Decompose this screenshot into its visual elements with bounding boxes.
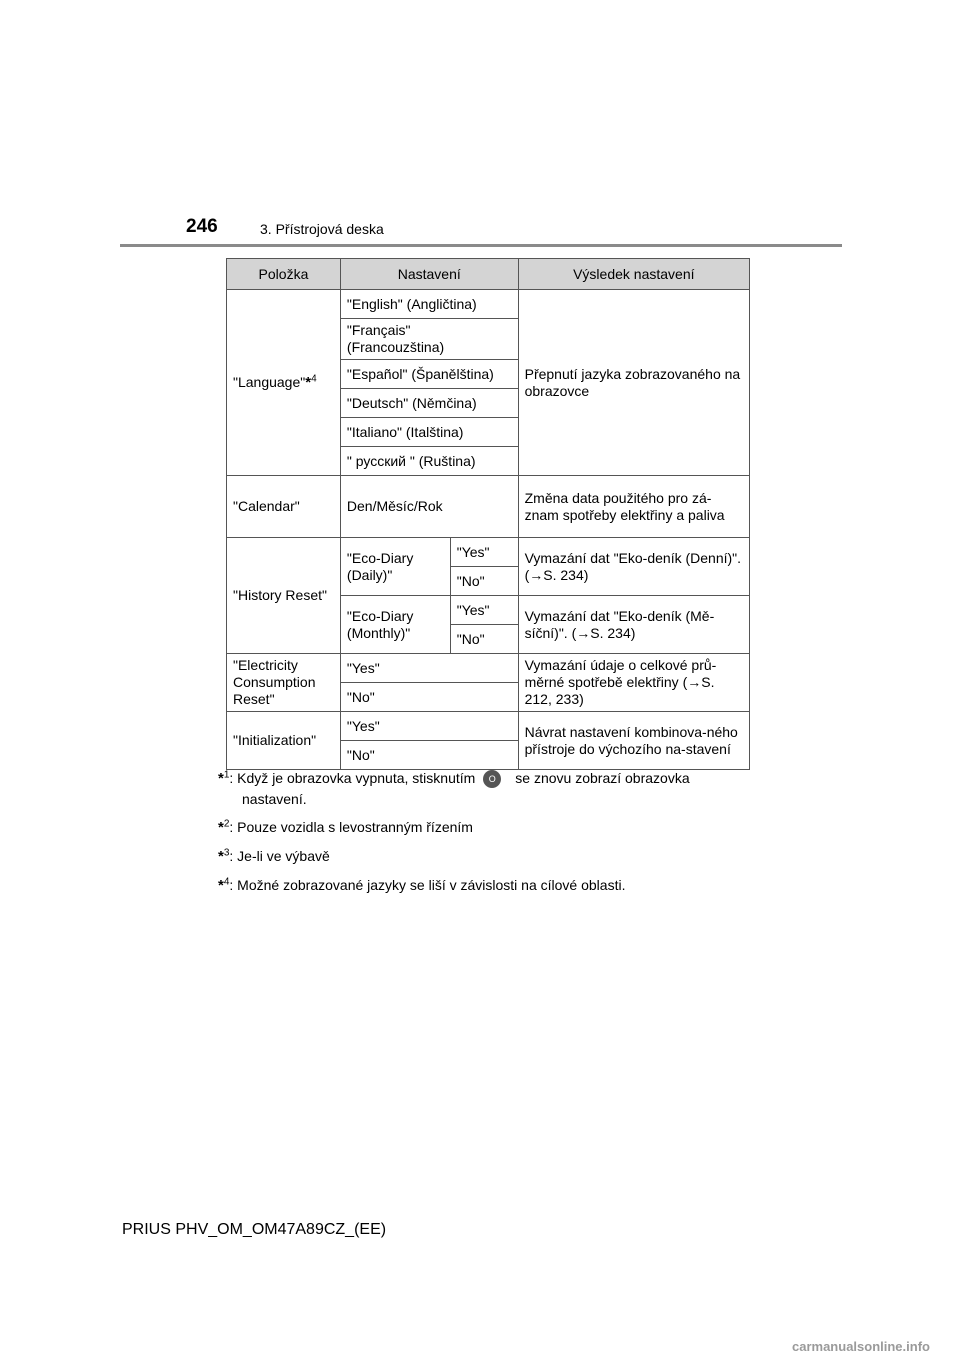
header-rule — [120, 244, 842, 247]
option-yes: "Yes" — [450, 596, 518, 625]
option-no: "No" — [450, 625, 518, 654]
language-option: "English" (Angličtina) — [340, 290, 518, 319]
item-history-reset: "History Reset" — [227, 538, 341, 654]
item-electricity-reset: "Electricity Consumption Reset" — [227, 654, 341, 712]
option-yes: "Yes" — [340, 654, 518, 683]
column-header-item: Položka — [227, 259, 341, 290]
language-result: Přepnutí jazyka zobrazovaného na obrazovce — [518, 290, 749, 476]
eco-diary-daily: "Eco-Diary (Daily)" — [340, 538, 450, 596]
language-option: "Español" (Španělština) — [340, 360, 518, 389]
item-language: "Language"*$^4$ — [227, 290, 341, 476]
daily-result: Vymazání dat "Eko-deník (Denní)". (→S. 234) — [518, 538, 749, 596]
item-initialization: "Initialization" — [227, 712, 341, 770]
document-code: PRIUS PHV_OM_OM47A89CZ_(EE) — [122, 1221, 387, 1238]
settings-table — [226, 258, 750, 770]
column-header-result: Výsledek nastavení — [518, 259, 749, 290]
footnote-4: *$^4$: Možné zobrazované jazyky se liší v závislosti na cílové oblasti. — [218, 876, 626, 894]
section-title: 3. Přístrojová deska — [260, 221, 384, 237]
footnote-2: *$^2$: Pouze vozidla s levostranným řízením — [218, 818, 473, 836]
page-number: 246 — [186, 216, 218, 237]
footnote-ref: 4 — [311, 373, 317, 385]
calendar-result: Změna data použitého pro zá-znam spotřeby elektřiny a paliva — [518, 476, 749, 538]
monthly-result: Vymazání dat "Eko-deník (Mě-síční)". (→S. 234) — [518, 596, 749, 654]
table-header-row — [227, 259, 750, 290]
option-no: "No" — [340, 683, 518, 712]
calendar-setting: Den/Měsíc/Rok — [340, 476, 518, 538]
footnote-marker: * — [305, 374, 312, 391]
electricity-result: Vymazání údaje o celkové prů-měrné spotřebě elektřiny (→S. 212, 233) — [518, 654, 749, 712]
eco-diary-monthly: "Eco-Diary (Monthly)" — [340, 596, 450, 654]
option-yes: "Yes" — [340, 712, 518, 741]
language-option: "Italiano" (Italština) — [340, 418, 518, 447]
language-option: "Deutsch" (Němčina) — [340, 389, 518, 418]
footnote-1: *$^1$: Když je obrazovka vypnuta, stisknutím O se znovu zobrazí obrazovka nastavení. — [218, 769, 690, 807]
table-row — [227, 290, 750, 319]
table-row — [227, 538, 750, 567]
column-header-setting: Nastavení — [340, 259, 518, 290]
initialization-result: Návrat nastavení kombinova-ného přístroje do výchozího na-stavení — [518, 712, 749, 770]
option-yes: "Yes" — [450, 538, 518, 567]
table-row — [227, 476, 750, 538]
language-option: " русский " (Ruština) — [340, 447, 518, 476]
footnotes — [218, 768, 744, 904]
option-no: "No" — [450, 567, 518, 596]
watermark: carmanualsonline.info — [792, 1339, 930, 1354]
table-row — [227, 712, 750, 741]
table-row — [227, 654, 750, 683]
language-option: "Français" (Francouzština) — [340, 319, 518, 360]
item-calendar: "Calendar" — [227, 476, 341, 538]
footnote-3: *$^3$: Je-li ve výbavě — [218, 847, 330, 865]
option-no: "No" — [340, 741, 518, 770]
display-button-icon: O — [483, 770, 501, 788]
